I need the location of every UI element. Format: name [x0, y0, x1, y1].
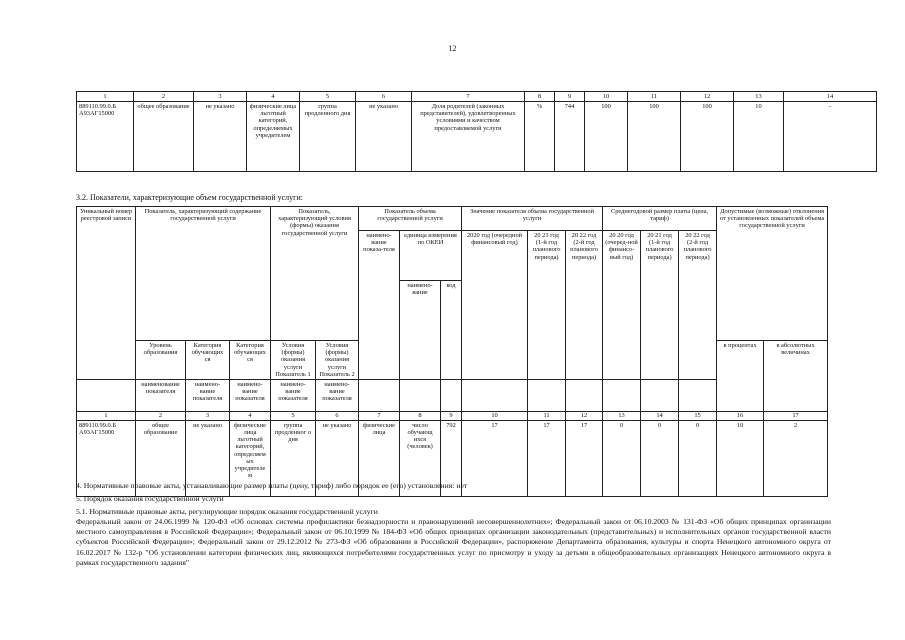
table-cell: 889110.99.0.Б А93АГ15000 — [77, 420, 136, 496]
column-number: 4 — [247, 92, 300, 102]
column-number: 12 — [681, 92, 734, 102]
header-blank — [603, 379, 641, 411]
column-number: 2 — [134, 92, 194, 102]
header-price-year-2: 20 22 год (2-й год планового периода) — [679, 231, 717, 380]
column-number: 1 — [77, 92, 134, 102]
header-blank — [679, 379, 717, 411]
table-cell: 100 — [681, 102, 734, 172]
header-blank — [566, 379, 603, 411]
header-name-cell: наименование показателя — [136, 379, 186, 411]
header-sub: Условия (формы) оказания услуги Показатель 1 — [271, 341, 316, 380]
table-cell: 100 — [585, 102, 628, 172]
table-cell: группа продленног о дня — [271, 420, 316, 496]
table-cell: не указано — [356, 102, 412, 172]
column-number: 11 — [628, 92, 681, 102]
column-number: 10 — [462, 411, 528, 420]
column-number: 11 — [528, 411, 566, 420]
volume-indicators-table — [76, 206, 828, 497]
table-cell: 889110.99.0.Б А93АГ15000 — [77, 102, 134, 172]
column-number: 2 — [136, 411, 186, 420]
header-name-cell: наимено-вание показателя — [271, 379, 316, 411]
header-name-cell: наимено-вание показателя — [316, 379, 359, 411]
header-sub: Уровень образования — [136, 341, 186, 380]
paragraph-5: 5. Порядок оказания государственной услуги — [76, 494, 224, 504]
header-price-year-1: 20 21 год (1-й год планового периода) — [641, 231, 679, 380]
column-number: 4 — [230, 411, 271, 420]
header-volume-name: наимено-вание показа-теля — [359, 231, 400, 380]
header-unique-number: Уникальный номер реестровой записи — [77, 207, 136, 380]
column-number: 1 — [77, 411, 136, 420]
table-cell: не указано — [186, 420, 230, 496]
column-number: 5 — [271, 411, 316, 420]
column-number: 3 — [194, 92, 247, 102]
column-number: 15 — [679, 411, 717, 420]
table-cell: физические лица льготный категорий, определяемых учредителем — [247, 102, 300, 172]
paragraph-4: 4. Нормативные правовые акты, устанавливающие размер платы (цену, тариф) либо порядок ее (его) установления: нет — [76, 481, 468, 490]
column-number: 14 — [641, 411, 679, 420]
table-cell: 0 — [603, 420, 641, 496]
header-deviation-percent: в процентах — [717, 341, 764, 412]
column-number: 14 — [784, 92, 877, 102]
table-cell: 17 — [528, 420, 566, 496]
header-blank — [77, 379, 136, 411]
table-cell: группа продленного дня — [300, 102, 356, 172]
quality-indicators-table — [76, 91, 877, 172]
header-blank — [400, 379, 441, 411]
header-sub: Категория обучающих ся — [230, 341, 271, 380]
header-unit-name: наимено-вание — [400, 281, 441, 380]
header-volume-indicator: Показатель объема государственной услуги — [359, 207, 462, 231]
column-number: 13 — [603, 411, 641, 420]
column-number: 6 — [316, 411, 359, 420]
header-allowed-deviation: Допустимые (возможные) отклонения от установленных показателей объема государственной услуги — [717, 207, 828, 341]
column-number: 17 — [764, 411, 828, 420]
table-cell: Доля родителей (законных представителей), удовлетворенных условиями и качеством предоставляемой услуги — [412, 102, 525, 172]
table-cell: 100 — [628, 102, 681, 172]
column-number: 12 — [566, 411, 603, 420]
table-header-numbers — [77, 92, 877, 102]
page-number: 12 — [448, 44, 457, 53]
table-cell: число обучающ ихся (человек) — [400, 420, 441, 496]
column-number: 8 — [525, 92, 555, 102]
table-cell: не указано — [194, 102, 247, 172]
table-header-row — [77, 379, 828, 411]
column-number: 7 — [359, 411, 400, 420]
header-content-indicator: Показатель, характеризующий содержание государственной услуги — [136, 207, 271, 341]
header-blank — [462, 379, 528, 411]
table-cell: физические лица — [359, 420, 400, 496]
table-cell: общее образование — [136, 420, 186, 496]
header-value-year-2: 20 22 год (2-й год планового периода) — [566, 231, 603, 380]
table-cell: 792 — [441, 420, 462, 496]
column-number: 8 — [400, 411, 441, 420]
header-sub: Условия (формы) оказания услуги Показатель 2 — [316, 341, 359, 380]
table-cell: не указано — [316, 420, 359, 496]
table-header-row — [77, 207, 828, 231]
header-unit-code: код — [441, 281, 462, 380]
header-blank — [641, 379, 679, 411]
header-blank — [441, 379, 462, 411]
header-deviation-absolute: в абсолютных величинах — [764, 341, 828, 412]
section-heading-3-2: 3.2. Показатели, характеризующие объем государственной услуги: — [76, 193, 303, 202]
table-cell: - — [784, 102, 877, 172]
table-header-numbers — [77, 411, 828, 420]
header-volume-value: Значение показателя объема государственной услуги — [462, 207, 603, 231]
header-name-cell: наимено-вание показателя — [230, 379, 271, 411]
header-blank — [528, 379, 566, 411]
column-number: 16 — [717, 411, 764, 420]
header-conditions-indicator: Показатель, характеризующий условия (формы) оказания государственной услуги — [271, 207, 359, 341]
header-sub: Категория обучающих ся — [186, 341, 230, 380]
paragraph-5-1: 5.1. Нормативные правовые акты, регулирующие порядок оказания государственной услуги — [76, 507, 378, 517]
table-cell: % — [525, 102, 555, 172]
column-number: 9 — [441, 411, 462, 420]
table-cell: 744 — [555, 102, 585, 172]
header-price-year-0: 20 20 год (очеред-ной финансо-вый год) — [603, 231, 641, 380]
column-number: 6 — [356, 92, 412, 102]
table-row — [77, 102, 877, 172]
header-blank — [359, 379, 400, 411]
column-number: 7 — [412, 92, 525, 102]
table-cell: 10 — [717, 420, 764, 496]
paragraph-laws: Федеральный закон от 24.06.1999 № 120-ФЗ «Об основах системы профилактики безнадзорности и правонарушений несовершеннолетних»; Федеральный закон от 06.10.2003 № 131-ФЗ «Об общих принципах организации местного самоуправления в Российской Федерации»; Федеральный закон от 06.10.1999 № 184-ФЗ «Об общих принципах организации законодательных (представительных) и исполнительных органов государственной власти субъектов Российской Федерации»; Федеральный закон от 29.12.2012 № 273-ФЗ «Об образовании в Российской Федерации», распоряжение Департамента образования, культуры и спорта Ненецкого автономного округа от 16.02.2017 № 132-р "Об установлении категории физических лиц, являющихся потребителями государственных услуг по присмотру и уходу за детьми в общеобразовательных организациях Ненецкого автономного округа в рамках государственного задания" — [76, 517, 831, 567]
column-number: 13 — [734, 92, 784, 102]
table-cell: 17 — [462, 420, 528, 496]
column-number: 5 — [300, 92, 356, 102]
header-value-year-0: 2020 год (очередной финансовый год) — [462, 231, 528, 380]
document-text — [76, 481, 831, 568]
column-number: 9 — [555, 92, 585, 102]
header-value-year-1: 20 21 год (1-й год планового периода) — [528, 231, 566, 380]
table-cell: физические лица льготный категорий, определяем ых учредителе м — [230, 420, 271, 496]
table-cell: 17 — [566, 420, 603, 496]
header-average-price: Среднегодовой размер платы (цена, тариф) — [603, 207, 717, 231]
column-number: 10 — [585, 92, 628, 102]
table-cell: 2 — [764, 420, 828, 496]
table-cell: 0 — [641, 420, 679, 496]
header-name-cell: наимено-вание показателя — [186, 379, 230, 411]
table-cell: общее образование — [134, 102, 194, 172]
header-unit: единица измерения по ОКЕИ — [400, 231, 462, 281]
column-number: 3 — [186, 411, 230, 420]
table-cell: 0 — [679, 420, 717, 496]
table-cell: 10 — [734, 102, 784, 172]
